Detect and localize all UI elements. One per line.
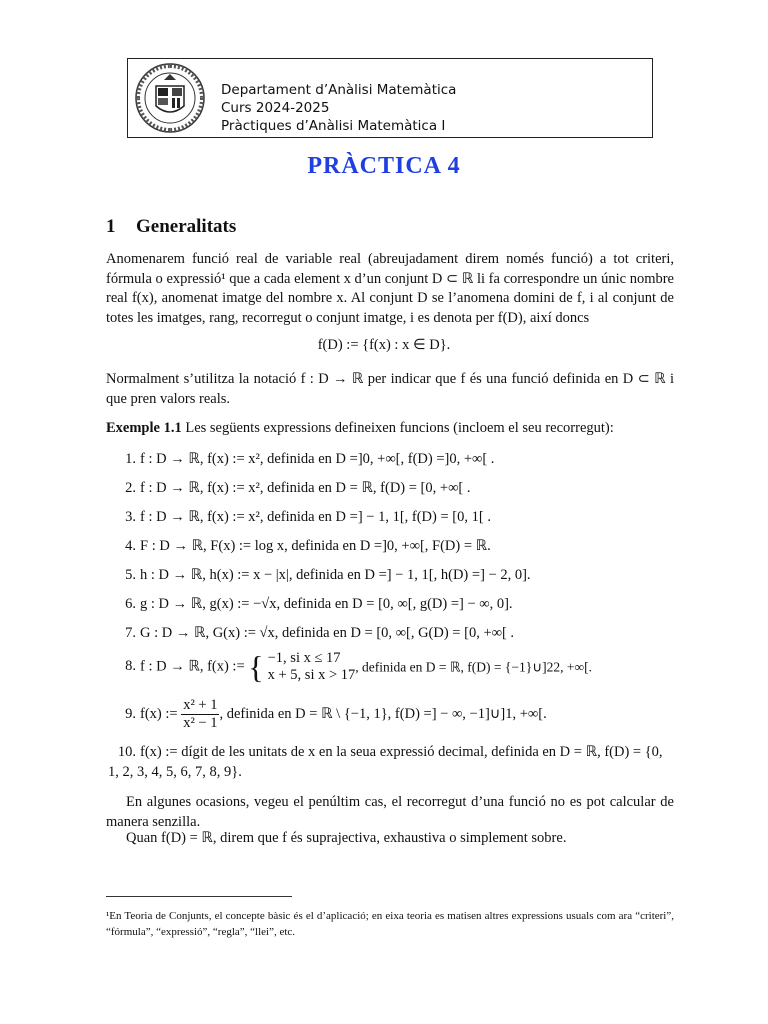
- paragraph-surjective: Quan f(D) = ℝ, direm que f és suprajectiva, exhaustiva o simplement sobre.: [126, 830, 567, 846]
- page-title: PRÀCTICA 4: [307, 153, 461, 179]
- header-text: [221, 81, 456, 135]
- paragraph-notation: Normalment s’utilitza la notació f : D → ℝ per indicar que f és una funció definida en D ⊂ ℝ i que pren valors reals.: [106, 371, 674, 407]
- list-item: 5. h : D → ℝ, h(x) := x − |x|, definida en D =] − 1, 1[, h(D) =] − 2, 0].: [125, 567, 531, 583]
- paragraph-remark: En algunes ocasions, vegeu el penúltim cas, el recorregut d’una funció no es pot calcular de manera senzilla.: [106, 794, 674, 830]
- example-intro: Les següents expressions defineixen funcions (incloem el seu recorregut):: [185, 420, 614, 436]
- university-seal-logo: [134, 62, 206, 134]
- list-item: 2. f : D → ℝ, f(x) := x², definida en D = ℝ, f(D) = [0, +∞[ .: [125, 480, 471, 496]
- section-number: 1: [106, 216, 116, 237]
- header-box: [127, 58, 653, 138]
- list-item: 4. F : D → ℝ, F(x) := log x, definida en D =]0, +∞[, F(D) = ℝ.: [125, 538, 491, 554]
- brace-symbol: {: [248, 649, 264, 685]
- list-item: 10. f(x) := dígit de les unitats de x en la seua expressió decimal, definida en D = ℝ, f(D) = {0, 1, 2, 3, 4, 5, 6, 7, 8, 9}.: [108, 744, 663, 780]
- example-heading: [106, 419, 674, 439]
- list-item-piecewise: 8. f : D → ℝ, f(x) := { −1, si x ≤ 17 x + 5, si x > 17 , definida en D = ℝ, f(D) = {−1}∪]22, +∞[.: [125, 649, 592, 685]
- fraction: $\frac{\text{x² + 1}}{\text{x² − 1}}$: [183, 697, 218, 731]
- equation-image-set: f(D) := {f(x) : x ∈ D}.: [317, 337, 451, 353]
- course-title: Pràctiques d’Anàlisi Matemàtica I: [221, 118, 446, 134]
- footnote: ¹En Teoria de Conjunts, el concepte bàsic és el d’aplicació; en eixa teoria es matisen altres expressions usuals com ara “criteri”, “fórmula”, “expressió”, “regla”, “llei”, etc.: [106, 910, 674, 938]
- section-heading: [106, 216, 236, 238]
- list-item: 3. f : D → ℝ, f(x) := x², definida en D =] − 1, 1[, f(D) = [0, 1[ .: [125, 509, 491, 525]
- piecewise-cases: −1, si x ≤ 17 x + 5, si x > 17: [267, 650, 356, 683]
- course-year: Curs 2024-2025: [221, 100, 330, 116]
- section-title: Generalitats: [136, 216, 237, 237]
- list-item-fraction: 9. f(x) := $\frac{\text{x² + 1}}{\text{x² − 1}}$ , definida en D = ℝ \ {−1, 1}, f(D) =] − ∞, −1]∪]1, +∞[.: [125, 697, 547, 731]
- footnote-divider: [106, 896, 292, 897]
- list-item: 6. g : D → ℝ, g(x) := −√x, definida en D = [0, ∞[, g(D) =] − ∞, 0].: [125, 596, 513, 612]
- list-item: 7. G : D → ℝ, G(x) := √x, definida en D = [0, ∞[, G(D) = [0, +∞[ .: [125, 625, 515, 641]
- example-label: Exemple 1.1: [106, 420, 182, 436]
- department-name: Departament d’Anàlisi Matemàtica: [221, 82, 457, 98]
- list-item: 1. f : D → ℝ, f(x) := x², definida en D =]0, +∞[, f(D) =]0, +∞[ .: [125, 451, 495, 467]
- paragraph-definition: Anomenarem funció real de variable real (abreujadament direm només funció) a tot criteri, fórmula o expressió¹ que a cada element x d’un conjunt D ⊂ ℝ li fa correspondre un únic nombre real f(x), anomenat imatge del nombre x. Al conjunt D se l’anomena domini de f, i al conjunt de totes les imatges, rang, recorregut o conjunt imatge, i es denota per f(D), així doncs: [106, 251, 674, 326]
